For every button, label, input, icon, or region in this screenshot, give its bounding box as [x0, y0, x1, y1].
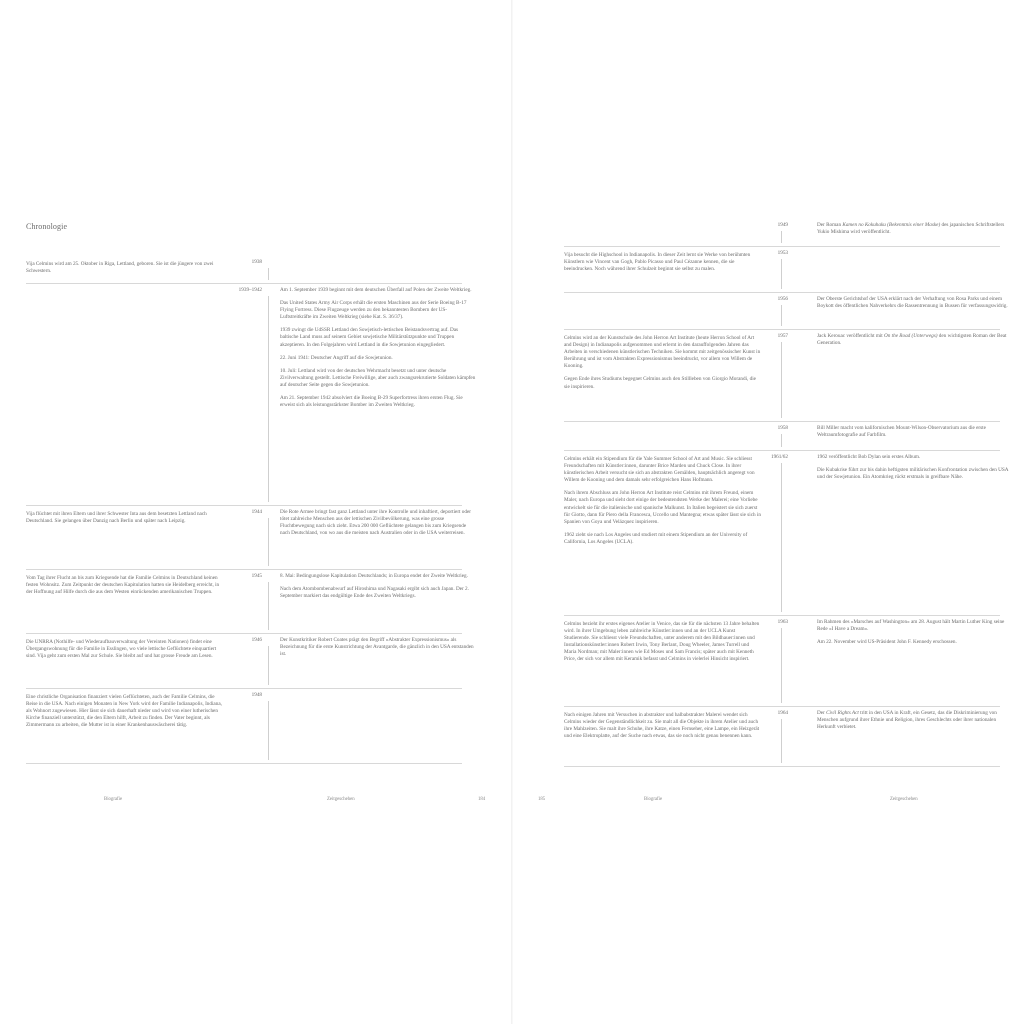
year-label: 1949	[777, 222, 788, 228]
page-heading: Chronologie	[26, 222, 68, 231]
year-label: 1938	[251, 259, 262, 265]
world-event-paragraph: Am 1. September 1939 beginnt mit dem deutschen Überfall auf Polen der Zweite Weltkrieg.	[280, 287, 472, 293]
chronology-row	[564, 246, 1000, 293]
biography-text	[564, 621, 762, 664]
biography-text	[26, 694, 224, 729]
year-label: 1946	[251, 637, 262, 643]
footer-right-biografie: Biografie	[644, 797, 663, 802]
timeline-divider	[781, 231, 782, 243]
page-gutter	[511, 0, 513, 1024]
chronology-row	[26, 633, 474, 689]
world-event-paragraph: Nach dem Atombombenabwurf auf Hiroshima und Nagasaki ergibt sich auch Japan. Der 2. September markiert das endgültige Ende des Zweiten Weltkriegs.	[280, 586, 469, 600]
world-event-paragraph: Der Kunstkritiker Robert Coates prägt den Begriff «Abstrakter Expressionismus» als Bezeichnung für die erste Kunstrichtung der Avantgarde, die gänzlich in den USA entstanden ist.	[280, 637, 474, 658]
timeline-divider	[781, 305, 782, 326]
chronology-row	[26, 688, 462, 764]
footer-left-zeitgeschehen: Zeitgeschehen	[327, 797, 355, 802]
year-label: 1961/62	[770, 454, 788, 460]
world-event-text	[280, 509, 476, 537]
year-label: 1956	[777, 296, 788, 302]
world-event-paragraph: Jack Kerouac veröffentlicht mit On the Road (Unterwegs) den wichtigsten Roman der Beat Generation.	[817, 333, 1007, 347]
footer-right-zeitgeschehen: Zeitgeschehen	[890, 797, 918, 802]
chronology-row	[26, 255, 462, 284]
world-event-text	[817, 333, 1013, 347]
biography-paragraph: Vija flüchtet mit ihren Eltern und ihrer Schwester Inta aus dem besetzten Lettland nach Deutschland. Sie gelangen über Danzig nach Berlin und später nach Leipzig.	[26, 511, 207, 525]
world-event-text	[817, 425, 1013, 439]
world-event-text	[817, 454, 1013, 481]
world-event-paragraph: Am 21. September 1942 absolviert die Boeing B-29 Superfortress ihren ersten Flug. Sie erweist sich als leistungsstärkster Bomber im Zweiten Weltkrieg.	[280, 395, 463, 409]
world-event-text	[280, 637, 476, 658]
world-event-text	[280, 287, 476, 409]
year-label: 1958	[777, 425, 788, 431]
biography-paragraph: Vom Tag ihrer Flucht an bis zum Kriegsende hat die Familie Celmins in Deutschland keinen festen Wohnsitz. Zum Zeitpunkt der deutschen Kapitulation hatten sie Heidelberg erreicht, in der Hoffnung auf Hilfe durch die aus dem Westen einrückenden amerikanischen Truppen.	[26, 575, 220, 596]
chronology-row	[564, 615, 1005, 707]
world-event-paragraph: Der Civil Rights Act tritt in den USA in Kraft, ein Gesetz, das die Diskriminierung von Menschen aufgrund ihrer Ethnie und Religion, ihres Geschlechts oder ihrer nationalen Herkunft verbietet.	[817, 710, 997, 731]
biography-text	[564, 252, 762, 273]
world-event-paragraph: 8. Mai: Bedingungslose Kapitulation Deutschlands; in Europa endet der Zweite Weltkrieg.	[280, 573, 468, 579]
biography-text	[26, 511, 224, 525]
chronology-row	[564, 450, 1009, 616]
world-event-text	[817, 619, 1013, 646]
timeline-divider	[268, 268, 269, 280]
timeline-divider	[781, 259, 782, 289]
footer-left-biografie: Biografie	[104, 797, 123, 802]
timeline-divider	[268, 518, 269, 566]
biography-text	[26, 261, 224, 275]
biography-paragraph: Die UNRRA (Nothilfe- und Wiederaufbauverwaltung der Vereinten Nationen) findet eine Übergangswohnung für die Familie in Esslingen, wo viele lettische Geflüchtete einquartiert sind. Vija geht zum ersten Mal zur Schule. Sie bleibt auf und hat grosse Freude am Lesen.	[26, 639, 217, 660]
chronology-row	[564, 292, 1008, 330]
chronology-row	[564, 421, 1000, 451]
biography-paragraph: Nach ihrem Abschluss am John Herron Art Institute reist Celmins mit ihrem Freund, einem Maler, nach Europa und sieht dort einige der bedeutendsten Werke der Malerei; eine Vorliebe entwickelt sie für die italienische und spanische Malkunst. In Italien begeistert sie sich zuerst für Giotto, dann für Piero della Francesca, Uccello und Mantegna; etwas später lässt sie sich in Spanien von Goya und Velázquez inspirieren.	[564, 490, 761, 525]
chronology-row	[564, 329, 1007, 422]
world-event-text	[817, 296, 1013, 310]
year-label: 1963	[777, 619, 788, 625]
world-event-text	[280, 573, 476, 600]
year-label: 1939–1942	[238, 287, 262, 293]
world-event-paragraph: 1962 veröffentlicht Bob Dylan sein erstes Album.	[817, 454, 921, 460]
world-event-paragraph: Der Oberste Gerichtshof der USA erklärt nach der Verhaftung von Rosa Parks und einem Boykott des öffentlichen Nahverkehrs die Rassentrennung in Bussen für verfassungswidrig.	[817, 296, 1008, 310]
biography-paragraph: Gegen Ende ihres Studiums begegnet Celmins auch den Stillleben von Giorgio Morandi, die sie inspirieren.	[564, 376, 756, 390]
timeline-divider	[781, 719, 782, 763]
world-event-paragraph: Am 22. November wird US-Präsident John F. Kennedy erschossen.	[817, 639, 957, 646]
world-event-paragraph: Im Rahmen des «Marsches auf Washington» am 28. August hält Martin Luther King seine Rede «I Have a Dream».	[817, 619, 1005, 633]
world-event-paragraph: 1939 zwingt die UdSSR Lettland den Sowjetisch-lettischen Beistandsvertrag auf. Das baltische Land muss auf seinem Gebiet sowjetische Militärstützpunkte und Truppen akzeptieren. In den Folgejahren wird Lettland in die Sowjetunion eingegliedert.	[280, 327, 459, 348]
timeline-divider	[268, 701, 269, 760]
year-label: 1945	[251, 573, 262, 579]
biography-paragraph: Eine christliche Organisation finanziert vielen Geflüchteten, auch der Familie Celmins, die Reise in die USA. Nach einigen Monaten in New York wird der Familie Indianapolis, Indiana, als Wohnort zugewiesen. Hier lässt sie sich dauerhaft nieder und wird von einer lutherischen Kirche finanziell unterstützt, die den Eltern hilft, Arbeit zu finden. Der Vater beginnt, als Zimmermann zu arbeiten, die Mutter ist in einer Krankenhauswäscherei tätig.	[26, 694, 222, 729]
biography-paragraph: Nach einigen Jahren mit Versuchen in abstrakter und halbabstrakter Malerei wendet sich Celmins wieder der Gegenständlichkeit zu. Sie malt all die Objekte in ihrem Atelier und auch ihre Mahlzeiten. Sie malt ihre Schuhe, ihre Katze, einen Fernseher, eine Lampe, ein Heizgerät und eine Elektroplatte, auf der Suche nach etwas, das sie noch nicht genau benennen kann.	[564, 712, 760, 740]
biography-text	[26, 639, 224, 660]
timeline-divider	[781, 342, 782, 418]
year-label: 1948	[251, 692, 262, 698]
biography-paragraph: Celmins bezieht ihr erstes eigenes Atelier in Venice, das sie für die nächsten 13 Jahre behalten wird. In ihrer Umgebung leben zahlreiche Künstler:innen und an der UCLA Kunst Studierende. Sie schliesst viele Freundschaften, unter anderem mit den Bildhauer:innen und Installationskünstler:innen Robert Irwin, Tony Berlant, Doug Wheeler, James Turrell und Maria Nordman; mit Maler:innen wie Ed Moses und Sam Francis; später auch mit Kenneth Price, der sich vor allem mit Keramik befasst und Celmins in vielerlei Hinsicht inspiriert.	[564, 621, 760, 663]
timeline-divider	[781, 434, 782, 447]
world-event-paragraph: 10. Juli: Lettland wird von der deutschen Wehrmacht besetzt und unter deutsche Zivilverwaltung gestellt. Lettische Freiwillige, aber auch zwangsrekrutierte Soldaten kämpfen auf deutscher Seite gegen die Sowjetunion.	[280, 367, 476, 388]
page-number-left: 184	[478, 797, 486, 802]
world-event-paragraph: Die Kubakrise führt zur bis dahin heftigsten militärischen Konfrontation zwischen den USA und der Sowjetunion. Ein Atomkrieg rückt erstmals in greifbare Nähe.	[817, 467, 1009, 481]
year-label: 1944	[251, 509, 262, 515]
biography-paragraph: Vija besucht die Highschool in Indianapolis. In dieser Zeit lernt sie Werke von berühmten Künstlern wie Vincent van Gogh, Pablo Picasso und Paul Cézanne kennen, die sie beeindrucken. Noch während ihrer Schulzeit beginnt sie selbst zu malen.	[564, 252, 751, 273]
timeline-divider	[781, 628, 782, 703]
biography-paragraph: Celmins erhält ein Stipendium für die Yale Summer School of Art and Music. Sie schliesst Freundschaften mit Künstler:innen, darunter Brice Marden und Chuck Close. In ihrer künstlerischen Arbeit versucht sie sich an abstrakten Gemälden, hauptsächlich angeregt von Willem de Kooning und dem damals sehr erfolgreichen Hans Hofmann.	[564, 456, 755, 484]
chronology-row	[26, 569, 469, 634]
timeline-divider	[268, 646, 269, 685]
world-event-paragraph: Die Rote Armee bringt fast ganz Lettland unter ihre Kontrolle und inhaftiert, deportiert oder tötet zahlreiche Menschen aus der lettischen Zivilbevölkerung, was eine grosse Fluchtbewegung nach sich zieht. Etwa 200 000 Geflüchtete gelangen bis zum Kriegsende nach Deutschland, von wo aus die meisten nach Australien oder in die USA weiterreisen.	[280, 509, 472, 537]
biography-paragraph: Celmins wird an der Kunstschule des John Herron Art Institute (heute Herron School of Art and Design) in Indianapolis aufgenommen und erlernt in den darauffolgenden Jahren das Arbeiten in verschiedenen künstlerischen Techniken. Sie kommt mit zeitgenössischer Kunst in Berührung und ist vom Abstrakten Expressionismus beeindruckt, vor allem von Willem de Kooning.	[564, 335, 761, 370]
page-number-right: 185	[538, 797, 546, 802]
chronology-row	[564, 706, 1000, 767]
year-label: 1964	[777, 710, 788, 716]
world-event-paragraph: 22. Juni 1941: Deutscher Angriff auf die Sowjetunion.	[280, 354, 393, 361]
biography-paragraph: Vija Celmins wird am 25. Oktober in Riga, Lettland, geboren. Sie ist die jüngere von zwei Schwestern.	[26, 261, 214, 275]
timeline-divider	[781, 463, 782, 612]
world-event-paragraph: Das United States Army Air Corps erhält die ersten Maschinen aus der Serie Boeing B-17 Flying Fortress. Diese Flugzeuge werden zu den bekanntesten Bombern der US-Luftstreitkräfte im Zweiten Weltkrieg (siehe Kat. S. 36/37).	[280, 300, 467, 321]
timeline-divider	[268, 582, 269, 630]
biography-text	[564, 712, 762, 740]
biography-text	[564, 335, 762, 391]
year-label: 1957	[777, 333, 788, 339]
biography-paragraph: 1962 zieht sie nach Los Angeles und studiert mit einem Stipendium an der University of California, Los Angeles (UCLA).	[564, 531, 748, 545]
year-label: 1953	[777, 250, 788, 256]
world-event-text	[817, 710, 1013, 731]
world-event-paragraph: Bill Miller macht vom kalifornischen Mount-Wilson-Observatorium aus die erste Weltraumfotografie auf Farbfilm.	[817, 425, 986, 439]
chronology-row	[26, 505, 472, 570]
biography-text	[564, 456, 762, 546]
timeline-divider	[268, 296, 269, 502]
biography-text	[26, 575, 224, 596]
chronology-row	[564, 218, 1005, 247]
world-event-text	[817, 222, 1013, 236]
world-event-paragraph: Der Roman Kamen no Kokuhaku (Bekenntnis einer Maske) des japanischen Schriftstellers Yukio Mishima wird veröffentlicht.	[817, 222, 1005, 236]
chronology-row	[26, 283, 476, 506]
